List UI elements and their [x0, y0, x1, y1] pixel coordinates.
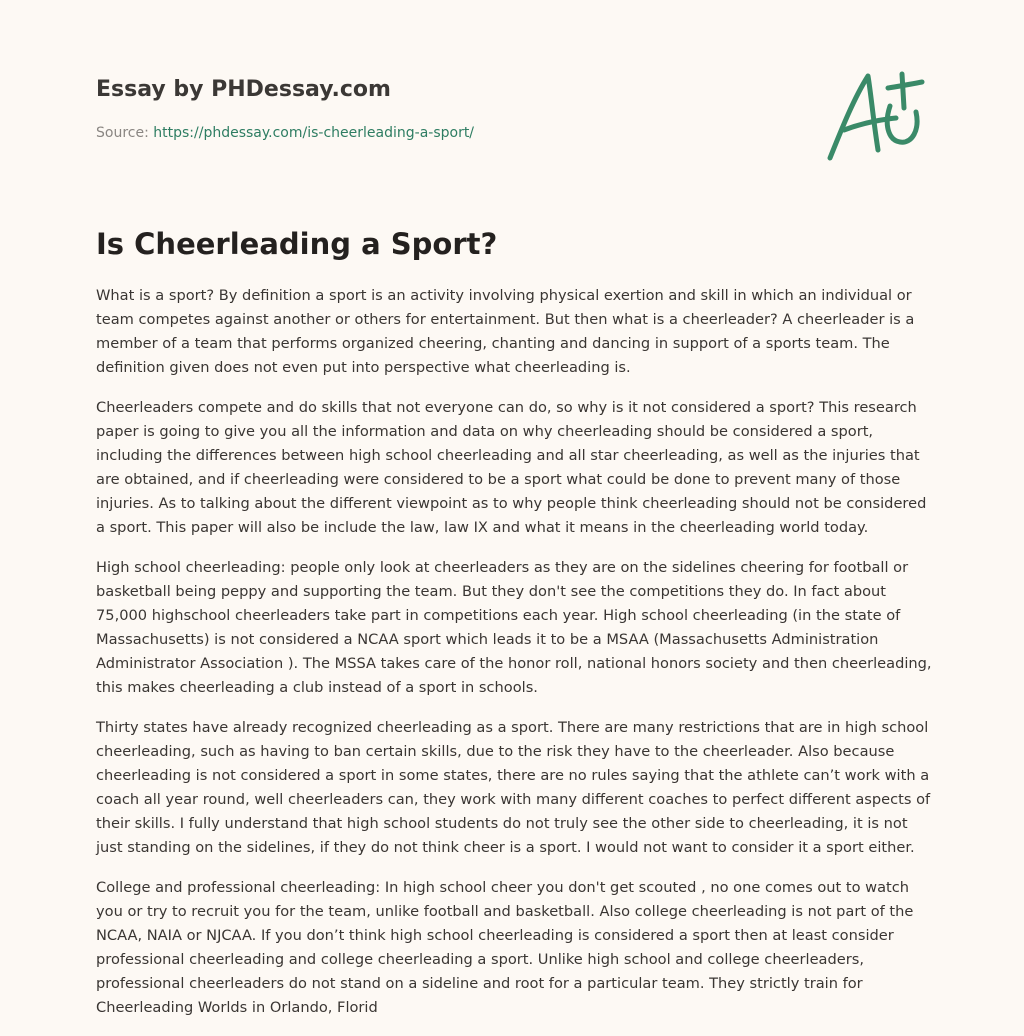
essay-paragraph: College and professional cheerleading: In high school cheer you don't get scouted , no one comes out to watch you or try to recruit you for the team, unlike football and basketball. Also college cheerleading is not part of the NCAA, NAIA or NJCAA. If you don’t think high school cheerleading is considered a sport then at least consider professional cheerleading and college cheerleading a sport. Unlike high school and college cheerleaders, professional cheerleaders do not stand on a sideline and root for a particular team. They strictly train for Cheerleading Worlds in Orlando, Florid [96, 879, 914, 1016]
source-link[interactable]: https://phdessay.com/is-cheerleading-a-sport/ [153, 125, 475, 141]
essay-paragraph: Cheerleaders compete and do skills that not everyone can do, so why is it not considered a sport? This research paper is going to give you all the information and data on why cheerleading should be considered a sport, including the differences between high school cheerleading and all star cheerleading, as well as the injuries that are obtained, and if cheerleading were considered to be a sport what could be done to prevent many of those injuries. As to talking about the different viewpoint as to why people think cheerleading should not be considered a sport. This paper will also be include the law, law IX and what it means in the cheerleading world today. [96, 399, 927, 536]
brand-title: Essay by PHDessay.com [96, 77, 391, 102]
source-line [96, 122, 796, 144]
essay-title: Is Cheerleading a Sport? [96, 227, 498, 261]
essay-body [96, 284, 932, 1036]
source-label: Source: [96, 125, 149, 141]
essay-paragraph: What is a sport? By definition a sport is an activity involving physical exertion and skill in which an individual or team competes against another or others for entertainment. But then what is a cheerleader? A cheerleader is a member of a team that performs organized cheering, chanting and dancing in support of a sports team. The definition given does not even put into perspective what cheerleading is. [96, 287, 915, 376]
document-header [96, 74, 796, 144]
a-plus-logo-icon [820, 66, 930, 166]
essay-paragraph: Thirty states have already recognized cheerleading as a sport. There are many restrictions that are in high school cheerleading, such as having to ban certain skills, due to the risk they have to the cheerleader. Also because cheerleading is not considered a sport in some states, there are no rules saying that the athlete can’t work with a coach all year round, well cheerleaders can, they work with many different coaches to perfect different aspects of their skills. I fully understand that high school students do not truly see the other side to cheerleading, it is not just standing on the sidelines, if they do not think cheer is a sport. I would not want to consider it a sport either. [96, 719, 931, 856]
essay-paragraph: High school cheerleading: people only look at cheerleaders as they are on the sidelines cheering for football or basketball being peppy and supporting the team. But they don't see the competitions they do. In fact about 75,000 highschool cheerleaders take part in competitions each year. High school cheerleading (in the state of Massachusetts) is not considered a NCAA sport which leads it to be a MSAA (Massachusetts Administration Administrator Association ). The MSSA takes care of the honor roll, national honors society and then cheerleading, this makes cheerleading a club instead of a sport in schools. [96, 559, 932, 696]
